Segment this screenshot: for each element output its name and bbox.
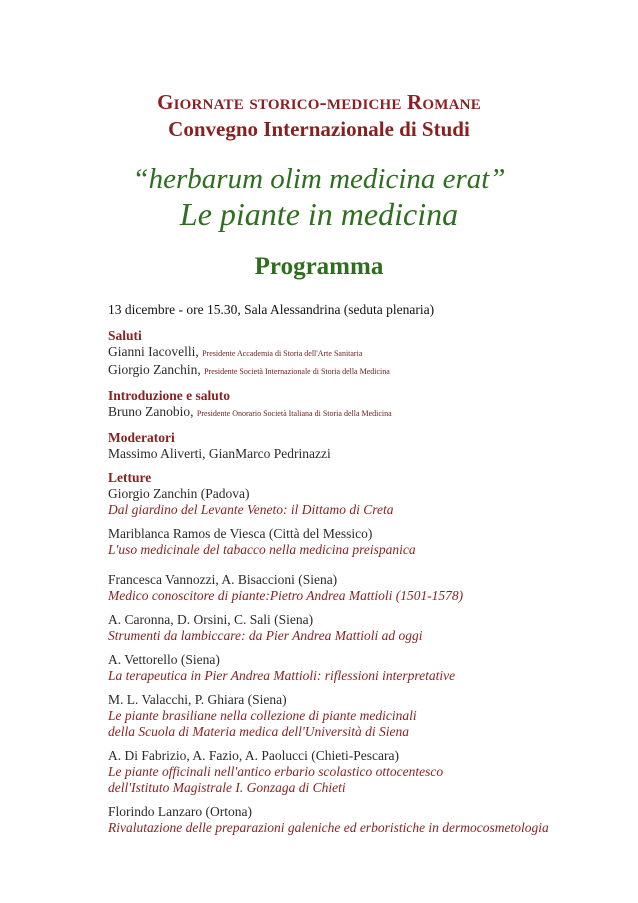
speaker-line: [108, 344, 608, 362]
section-introduzione: [108, 388, 608, 422]
moderator-names: Massimo Aliverti, GianMarco Pedrinazzi: [108, 446, 331, 461]
talk-authors: A. Di Fabrizio, A. Fazio, A. Paolucci (Chieti-Pescara): [108, 748, 399, 763]
talk-title: Medico conoscitore di piante:Pietro Andrea Mattioli (1501-1578): [108, 588, 464, 603]
talk-title: Rivalutazione delle preparazioni galeniche ed erboristiche in dermocosmetologia: [108, 820, 549, 835]
section-saluti: [108, 328, 608, 380]
speaker-line: [108, 404, 608, 422]
talk-title: L'uso medicinale del tabacco nella medicina preispanica: [108, 542, 416, 557]
event-title: Giornate storico-mediche Romane: [157, 90, 481, 114]
talk-item: [108, 526, 608, 558]
session-info: 13 dicembre - ore 15.30, Sala Alessandrina (seduta plenaria): [108, 302, 435, 317]
motto-italian: Le piante in medicina: [179, 196, 459, 232]
talk-title: dell'Istituto Magistrale I. Gonzaga di Chieti: [108, 780, 346, 795]
section-letture: [108, 470, 608, 836]
speaker-role: Presidente Accademia di Storia dell'Arte Sanitaria: [202, 349, 363, 358]
talk-item: [108, 652, 608, 684]
talk-item: [108, 748, 608, 796]
speaker-role: Presidente Onorario Società Italiana di Storia della Medicina: [196, 409, 392, 418]
talk-authors: Francesca Vannozzi, A. Bisaccioni (Siena): [108, 572, 338, 587]
talk-authors: Giorgio Zanchin (Padova): [108, 486, 250, 501]
talk-authors: A. Vettorello (Siena): [108, 652, 220, 667]
talk-title: Le piante officinali nell'antico erbario scolastico ottocentesco: [108, 764, 444, 779]
event-subtitle: Convegno Internazionale di Studi: [168, 117, 470, 141]
section-moderatori: [108, 430, 608, 462]
talk-title: Dal giardino del Levante Veneto: il Dittamo di Creta: [108, 502, 394, 517]
speaker-name: Gianni Iacovelli,: [108, 344, 199, 359]
speaker-name: Bruno Zanobio,: [108, 404, 194, 419]
talk-authors: M. L. Valacchi, P. Ghiara (Siena): [108, 692, 287, 707]
section-title: Saluti: [108, 328, 142, 343]
program-body: [108, 302, 608, 844]
talk-authors: A. Caronna, D. Orsini, C. Sali (Siena): [108, 612, 314, 627]
speaker-name: Giorgio Zanchin,: [108, 362, 201, 377]
talk-title: Le piante brasiliane nella collezione di piante medicinali: [108, 708, 417, 723]
talk-title: La terapeutica in Pier Andrea Mattioli: riflessioni interpretative: [108, 668, 456, 683]
section-title: Moderatori: [108, 430, 175, 445]
talk-item: [108, 572, 608, 604]
program-heading: Programma: [254, 253, 384, 280]
talk-item: [108, 692, 608, 740]
speaker-line: [108, 362, 608, 380]
talk-title: della Scuola di Materia medica dell'Università di Siena: [108, 724, 409, 739]
talk-authors: Florindo Lanzaro (Ortona): [108, 804, 252, 819]
talk-item: [108, 804, 608, 836]
talk-item: [108, 486, 608, 518]
speaker-role: Presidente Società Internazionale di Storia della Medicina: [204, 367, 390, 376]
section-title: Letture: [108, 470, 152, 485]
talk-item: [108, 612, 608, 644]
talk-authors: Mariblanca Ramos de Viesca (Città del Messico): [108, 526, 373, 541]
talk-title: Strumenti da lambiccare: da Pier Andrea Mattioli ad oggi: [108, 628, 423, 643]
section-title: Introduzione e saluto: [108, 388, 231, 403]
motto-latin: “herbarum olim medicina erat”: [132, 163, 506, 195]
